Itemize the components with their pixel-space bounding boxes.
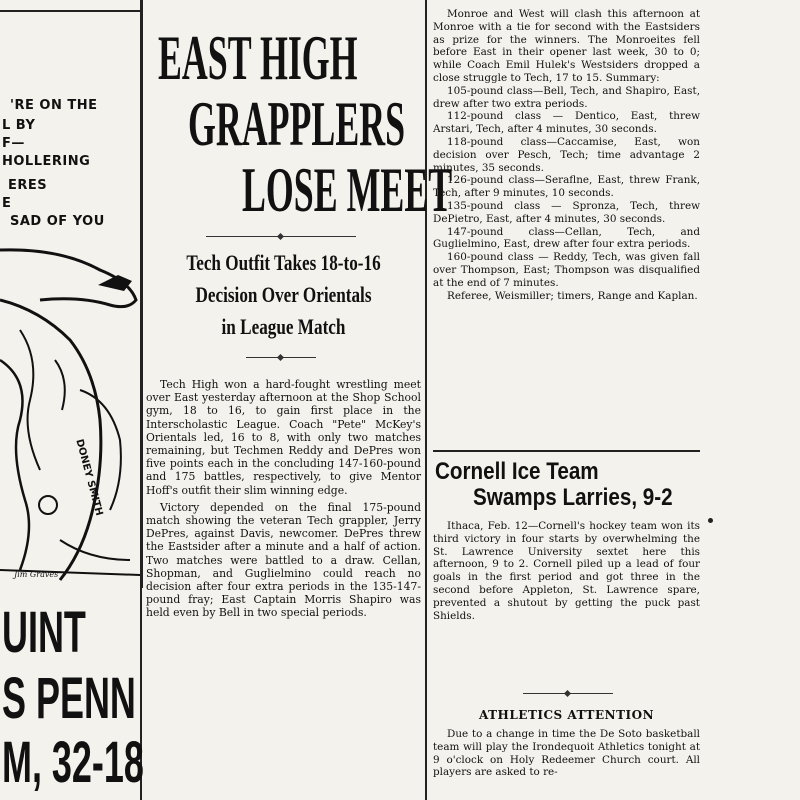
article-headline-line: GRAPPLERS xyxy=(188,88,406,159)
cartoon-caption-line: E xyxy=(2,196,12,211)
cartoon-panel xyxy=(0,0,143,588)
hockey-body xyxy=(433,520,700,622)
column-rule-right xyxy=(425,0,427,800)
article-headline-line: EAST HIGH xyxy=(158,22,358,93)
cartoon-caption-line: L BY xyxy=(2,118,36,133)
divider-ornament xyxy=(277,354,284,361)
summary-intro: Monroe and West will clash this afternoon at Monroe with a tie for second with the Eastsiders as prize for the winners. The Monroeites fell before East in their opener last week, 30 to 0; while Coach Emil Hulek's Westsiders dropped a close struggle to Tech, 17 to 15. Summary: xyxy=(433,8,700,84)
cartoon-name-tag: DONEY SMITH xyxy=(73,438,105,517)
article-paragraph: Victory depended on the final 175-pound match showing the veteran Tech grappler, Jerry DePres, against Davis, newcomer. DePres threw the Eastsider after a minute and a half of action. Two matches were battled to a draw. Cellan, Shopman, and Guglielmino could reach no decision after four extra periods in the 135-147-pound fray; East Captain Morris Shapiro was held even by Bell in two special periods. xyxy=(146,500,421,620)
cartoon-caption-line: SAD OF YOU xyxy=(10,214,105,229)
wrestling-summary xyxy=(433,8,700,302)
left-headline-line: S PENN xyxy=(2,666,136,731)
article-subhead-line: Tech Outfit Takes 18-to-16 xyxy=(186,250,381,275)
hockey-paragraph: Ithaca, Feb. 12—Cornell's hockey team won its third victory in four starts by overwhelming the St. Lawrence University sextet here this afternoon, 9 to 2. Cornell piled up a lead of four goals in the first period and got three in the second before Appleton, St. Lawrence spare, prevented a shutout by getting the puck past Shields. xyxy=(433,520,700,622)
article-body xyxy=(146,378,421,624)
summary-item: 112-pound class — Dentico, East, threw Arstari, Tech, after 4 minutes, 30 seconds. xyxy=(433,110,700,136)
cartoon-drawing xyxy=(0,0,140,588)
edge-dot xyxy=(708,518,713,523)
summary-item: 135-pound class — Spronza, Tech, threw DePietro, East, after 4 minutes, 30 seconds. xyxy=(433,199,700,225)
summary-item: 147-pound class—Cellan, Tech, and Guglielmino, East, drew after four extra periods. xyxy=(433,225,700,251)
left-headline-line: UINT xyxy=(2,600,86,665)
cartoon-caption-line: F— xyxy=(2,136,25,151)
cartoon-caption-line: ERES xyxy=(8,178,48,193)
article-paragraph: Tech High won a hard-fought wrestling meet over East yesterday afternoon at the Shop School gym, 18 to 16, to gain first place in the Interscholastic League. Coach "Pete" McKey's Orientals led, 16 to 8, with only two matches remaining, but Techmen Reddy and DePres won five points each in the concluding 147-160-pound and 175 battles, respectively, to give Mentor Hoff's outfit their slim winning edge. xyxy=(146,378,421,497)
summary-item: 105-pound class—Bell, Tech, and Shapiro, East, drew after two extra periods. xyxy=(433,84,700,110)
athletics-body xyxy=(433,728,700,779)
athletics-paragraph: Due to a change in time the De Soto basketball team will play the Irondequoit Athletics tonight at 9 o'clock on Holy Redeemer Church court. All players are asked to re- xyxy=(433,728,700,779)
athletics-headline: ATHLETICS ATTENTION xyxy=(478,708,655,722)
article-headline-line: LOSE MEET xyxy=(242,154,453,225)
section-rule xyxy=(433,450,700,452)
hockey-headline-line: Swamps Larries, 9-2 xyxy=(473,484,673,511)
article-subhead-line: in League Match xyxy=(221,314,346,339)
summary-item: Referee, Weismiller; timers, Range and Kaplan. xyxy=(447,289,698,302)
cartoon-caption-line: 'RE ON THE xyxy=(10,98,98,113)
divider-ornament xyxy=(277,233,284,240)
hockey-headline-line: Cornell Ice Team xyxy=(435,458,599,485)
cartoon-caption-line: HOLLERING xyxy=(2,154,91,169)
article-subhead-line: Decision Over Orientals xyxy=(195,282,372,307)
divider-ornament xyxy=(564,690,571,697)
left-headline-line: M, 32-18 xyxy=(2,730,144,795)
summary-item: 118-pound class—Caccamise, East, won decision over Pesch, Tech; time advantage 2 minutes, 35 seconds. xyxy=(433,135,700,174)
cartoon-signature: Jim Graves xyxy=(14,570,59,579)
summary-item: 160-pound class — Reddy, Tech, was given fall over Thompson, East; Thompson was disqualified at the end of 7 minutes. xyxy=(433,251,700,289)
summary-item: 126-pound class—Seraflne, East, threw Frank, Tech, after 9 minutes, 10 seconds. xyxy=(433,174,700,200)
